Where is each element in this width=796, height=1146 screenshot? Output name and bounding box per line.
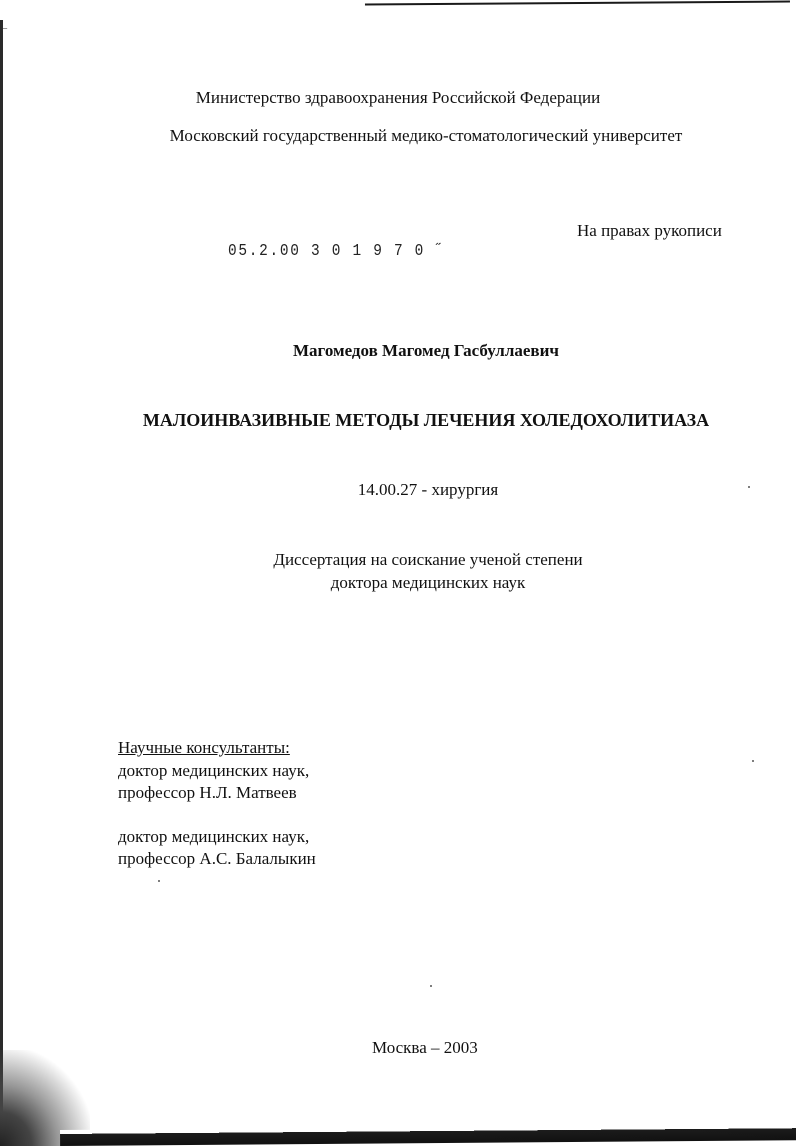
scan-edge-top [365, 1, 790, 14]
degree-line-1: Диссертация на соискание ученой степени [273, 550, 583, 569]
author-name: Магомедов Магомед Гасбуллаевич [293, 341, 559, 360]
city-year: Москва – 2003 [372, 1038, 478, 1057]
scan-corner-mark: ⌐ [2, 24, 8, 35]
dissertation-title: МАЛОИНВАЗИВНЫЕ МЕТОДЫ ЛЕЧЕНИЯ ХОЛЕДОХОЛИТИАЗА [142, 410, 710, 430]
scan-speck [748, 486, 750, 488]
consultant-1-name: профессор Н.Л. Матвеев [118, 783, 297, 802]
consultant-1-degree: доктор медицинских наук, [118, 761, 310, 780]
university-heading: Московский государственный медико-стоматологический университет [169, 126, 683, 145]
scan-edge-bottom [60, 1124, 796, 1146]
consultants-heading: Научные консультанты: [118, 738, 290, 757]
consultant-2-degree: доктор медицинских наук, [118, 827, 310, 846]
scan-speck [752, 760, 754, 762]
manuscript-note: На правах рукописи [577, 221, 722, 240]
consultant-2-name: профессор А.С. Балалыкин [118, 849, 316, 868]
ministry-heading: Министерство здравоохранения Российской Федерации [195, 88, 601, 107]
scan-speck [158, 880, 160, 882]
degree-line-2: доктора медицинских наук [330, 573, 526, 592]
scan-edge-left [0, 20, 3, 1146]
specialty-code: 14.00.27 - хирургия [357, 480, 499, 499]
scan-speck [430, 985, 432, 987]
registration-stamp: 05.2.00 3 0 1 9 7 0 ˝ [228, 242, 446, 261]
